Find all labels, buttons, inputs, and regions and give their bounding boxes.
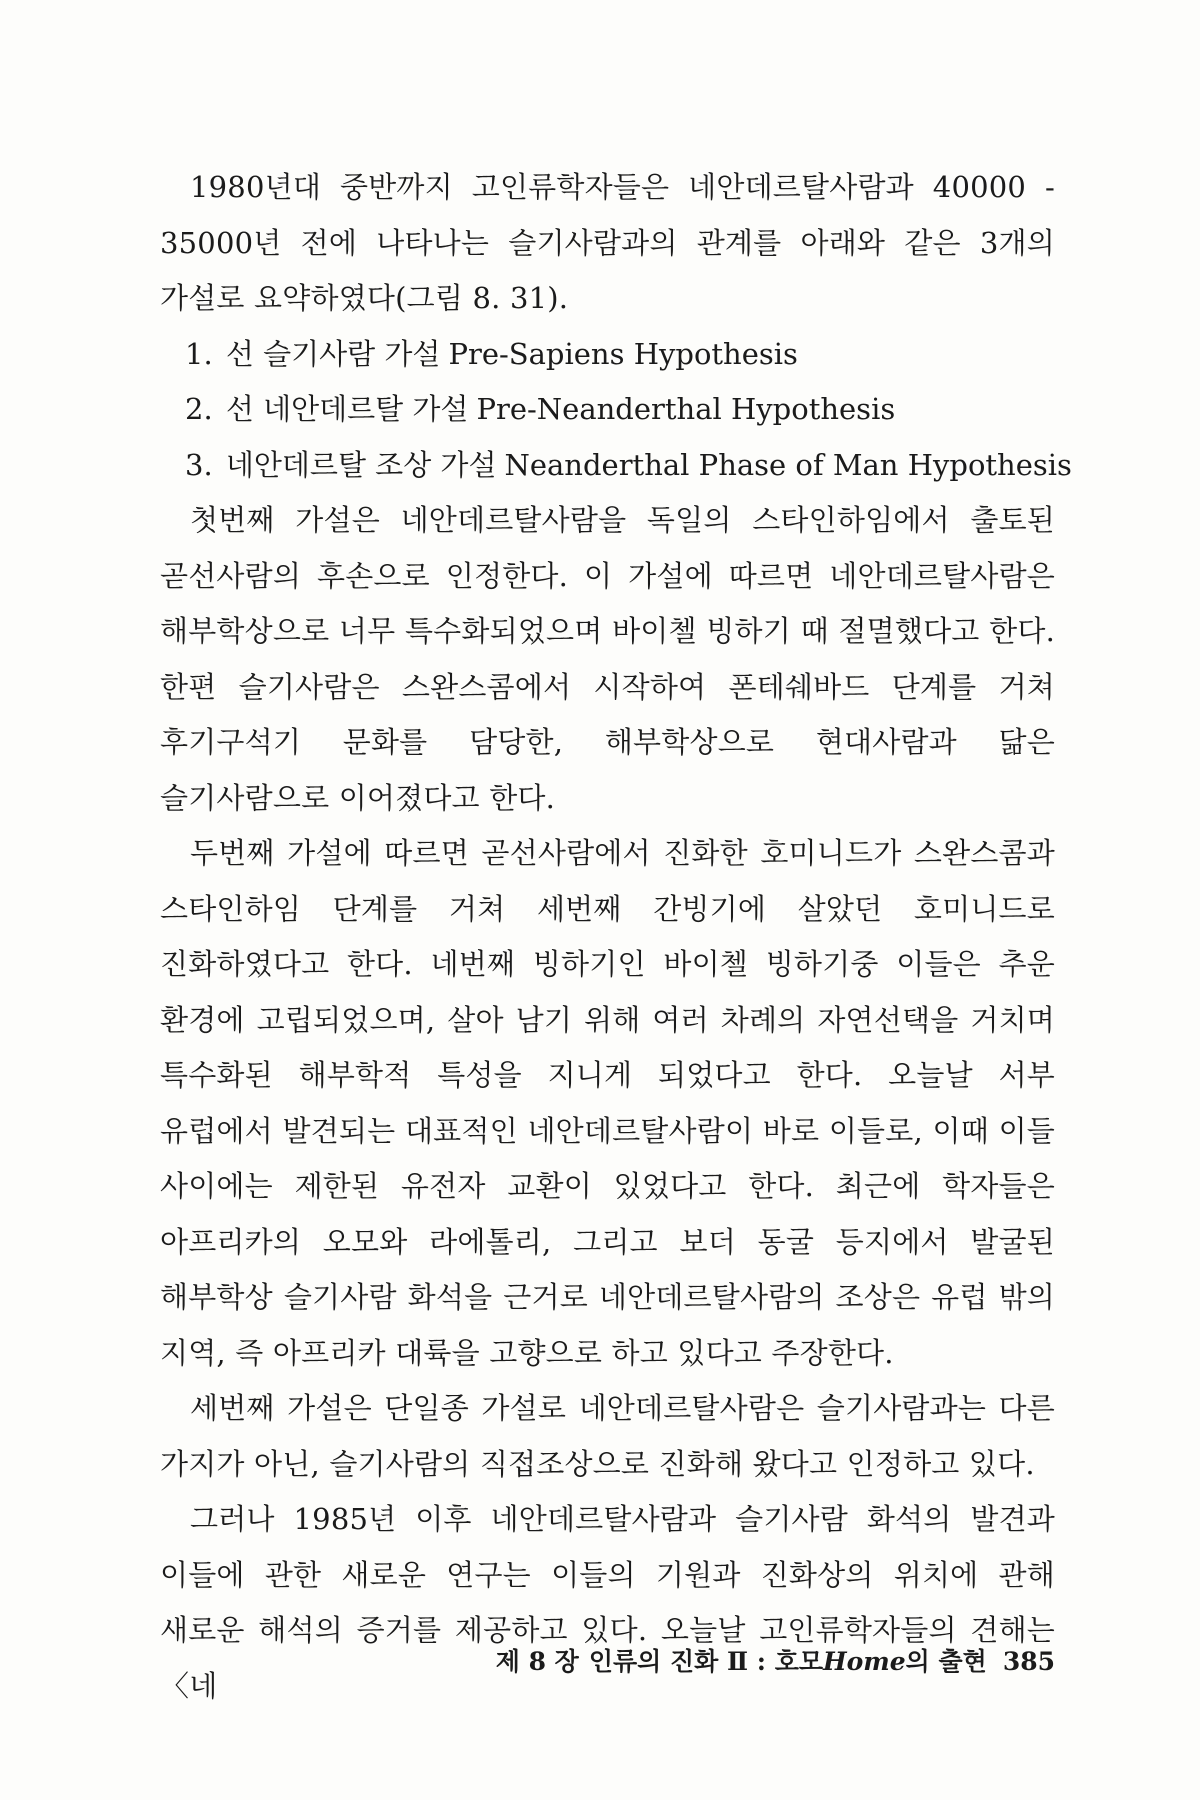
hypothesis-item-2 bbox=[160, 382, 1055, 438]
chapter-title-suffix: 의 출현 bbox=[905, 1647, 987, 1676]
hypothesis-number: 1. bbox=[185, 336, 213, 371]
paragraph-second-hypothesis: 두번째 가설에 따르면 곧선사람에서 진화한 호미니드가 스완스콤과 스타인하임 단계를 거쳐 세번째 간빙기에 살았던 호미니드로 진화하였다고 한다. 네번째 빙하기인 바이첼 빙하기중 이들은 추운 환경에 고립되었으며, 살아 남기 위해 여러 차례의 자연선택을 거치며 특수화된 해부학적 특성을 지니게 되었다고 한다. 오늘날 서부 유럽에서 발견되는 대표적인 네안데르탈사람이 바로 이들로, 이때 이들 사이에는 제한된 유전자 교환이 있었다고 한다. 최근에 학자들은 아프리카의 오모와 라에톨리, 그리고 보더 동굴 등지에서 발굴된 해부학상 슬기사람 화석을 근거로 네안데르탈사람의 조상은 유럽 밖의 지역, 즉 아프리카 대륙을 고향으로 하고 있다고 주장한다. bbox=[160, 836, 1055, 1370]
hypothesis-korean: 선 슬기사람 가설 bbox=[225, 336, 441, 371]
chapter-title-english: Home bbox=[823, 1647, 906, 1676]
hypothesis-number: 3. bbox=[185, 447, 213, 482]
paragraph-recent-research: 그러나 1985년 이후 네안데르탈사람과 슬기사람 화석의 발견과 이들에 관한 새로운 연구는 이들의 기원과 진화상의 위치에 관해 새로운 해석의 증거를 제공하고 있다. 오늘날 고인류학자들의 견해는 〈네 bbox=[160, 1502, 1055, 1703]
paragraph-first-hypothesis: 첫번째 가설은 네안데르탈사람을 독일의 스타인하임에서 출토된 곧선사람의 후손으로 인정한다. 이 가설에 따르면 네안데르탈사람은 해부학상으로 너무 특수화되었으며 바이첼 빙하기 때 절멸했다고 한다. 한편 슬기사람은 스완스콤에서 시작하여 폰테쉐바드 단계를 거쳐 후기구석기 문화를 담당한, 해부학상으로 현대사람과 닮은 슬기사람으로 이어졌다고 한다. bbox=[160, 503, 1055, 815]
paragraph-third-hypothesis: 세번째 가설은 단일종 가설로 네안데르탈사람은 슬기사람과는 다른 가지가 아닌, 슬기사람의 직접조상으로 진화해 왔다고 인정하고 있다. bbox=[160, 1391, 1055, 1481]
paragraph-intro: 1980년대 중반까지 고인류학자들은 네안데르탈사람과 40000 - 35000년 전에 나타나는 슬기사람과의 관계를 아래와 같은 3개의 가설로 요약하였다(그림 8. 31). bbox=[160, 170, 1055, 315]
page-footer bbox=[160, 1645, 1055, 1679]
hypothesis-korean: 선 네안데르탈 가설 bbox=[225, 392, 469, 426]
chapter-label: 제 8 장 bbox=[495, 1647, 579, 1676]
chapter-title-prefix: 인류의 진화 Ⅱ : 호모 bbox=[588, 1647, 823, 1676]
hypothesis-english: Neanderthal Phase of Man Hypothesis bbox=[504, 447, 1072, 482]
hypothesis-korean: 네안데르탈 조상 가설 bbox=[225, 447, 497, 482]
hypothesis-item-3 bbox=[160, 438, 1072, 494]
hypothesis-number: 2. bbox=[185, 392, 213, 426]
hypothesis-english: Pre-Sapiens Hypothesis bbox=[448, 336, 798, 371]
page-number: 385 bbox=[1002, 1647, 1055, 1676]
hypothesis-english: Pre-Neanderthal Hypothesis bbox=[476, 392, 896, 426]
body-text bbox=[160, 160, 1072, 1714]
hypothesis-item-1 bbox=[160, 327, 1055, 383]
